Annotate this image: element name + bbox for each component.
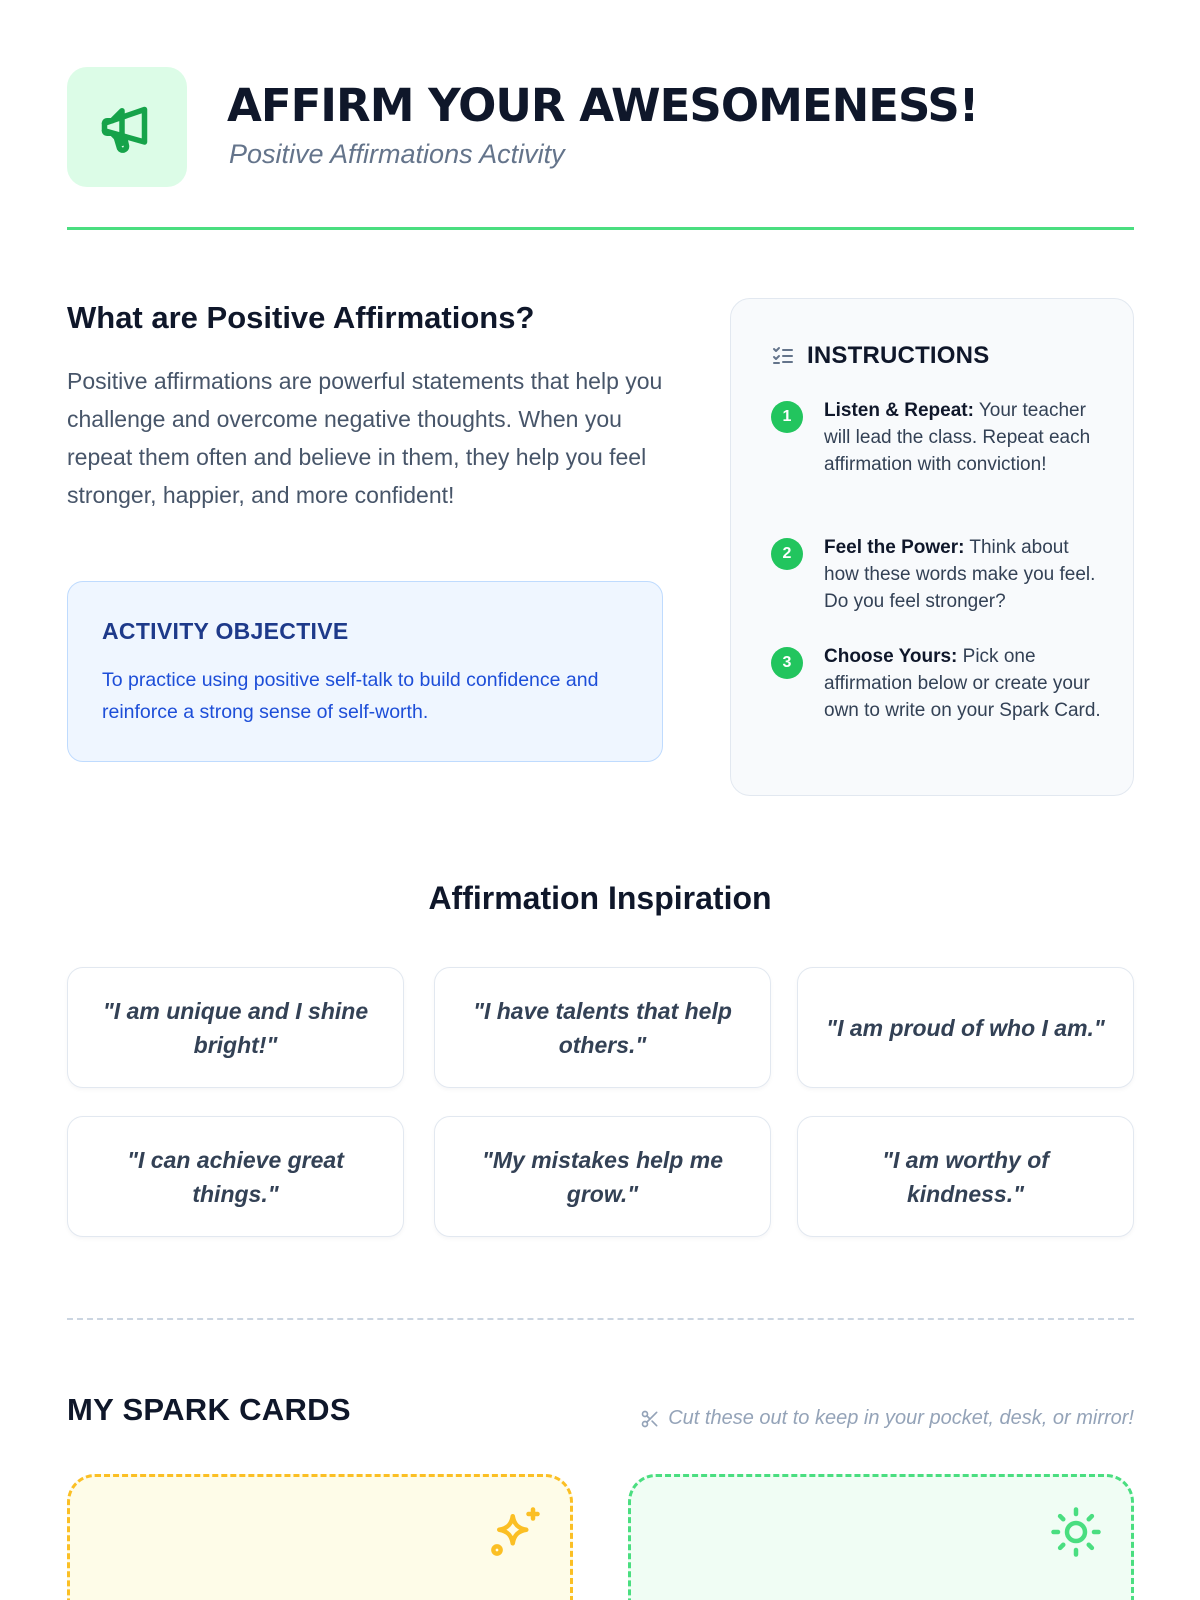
step-number-badge: 1: [771, 401, 803, 433]
page-title: AFFIRM YOUR AWESOMENESS!: [227, 79, 979, 132]
objective-text: To practice using positive self-talk to build confidence and reinforce a strong sense of self-worth.: [102, 669, 599, 723]
instructions-card: [730, 298, 1134, 796]
step-text: [824, 643, 1104, 724]
affirmation-text: "I am unique and I shine bright!": [102, 997, 369, 1058]
scissors-icon: [640, 1409, 660, 1429]
affirmation-card: [797, 967, 1134, 1088]
objective-title: ACTIVITY OBJECTIVE: [102, 618, 349, 644]
affirmation-card: [67, 1116, 404, 1237]
step-description: Your teacher will lead the class. Repeat each affirmation with conviction!: [824, 400, 1091, 475]
cut-divider: [67, 1318, 1134, 1320]
affirmation-text: "I am proud of who I am.": [826, 1014, 1105, 1041]
affirmation-text: "I can achieve great things.": [127, 1146, 344, 1207]
step-label: Listen & Repeat:: [824, 400, 974, 421]
page-header: [67, 67, 1134, 187]
cut-instruction: [640, 1407, 1134, 1430]
cut-instruction-text: Cut these out to keep in your pocket, desk, or mirror!: [668, 1407, 1134, 1429]
step-label: Feel the Power:: [824, 537, 965, 558]
inspiration-heading: Affirmation Inspiration: [428, 880, 772, 916]
header-divider: [67, 227, 1134, 230]
megaphone-icon: [97, 97, 157, 157]
step-text: [824, 534, 1104, 615]
intro-text: Positive affirmations are powerful statements that help you challenge and overcome negative thoughts. When you repeat them often and believe in them, they help you feel stronger, happier, and more confident!: [67, 368, 663, 508]
spark-card-yellow[interactable]: [67, 1474, 573, 1600]
instructions-title: INSTRUCTIONS: [807, 342, 990, 369]
page-subtitle: Positive Affirmations Activity: [229, 139, 565, 169]
sun-icon: [1049, 1505, 1103, 1559]
affirmation-text: "I have talents that help others.": [473, 997, 732, 1058]
step-number-badge: 3: [771, 647, 803, 679]
affirmation-text: "I am worthy of kindness.": [882, 1146, 1049, 1207]
instructions-header: [771, 341, 989, 371]
sparkle-icon: [488, 1505, 542, 1559]
step-text: [824, 397, 1104, 478]
checklist-icon: [771, 344, 795, 368]
logo-badge: [67, 67, 187, 187]
step-description: Pick one affirmation below or create your own to write on your Spark Card.: [824, 646, 1101, 721]
step-description: Think about how these words make you feel. Do you feel stronger?: [824, 537, 1096, 612]
step-label: Choose Yours:: [824, 646, 958, 667]
spark-card-green[interactable]: [628, 1474, 1134, 1600]
affirmation-card: [434, 1116, 771, 1237]
step-number-badge: 2: [771, 538, 803, 570]
intro-heading: What are Positive Affirmations?: [67, 300, 535, 335]
spark-cards-heading: MY SPARK CARDS: [67, 1392, 351, 1427]
objective-box: [67, 581, 663, 762]
affirmation-card: [797, 1116, 1134, 1237]
affirmation-card: [67, 967, 404, 1088]
affirmation-text: "My mistakes help me grow.": [481, 1146, 723, 1207]
affirmation-card: [434, 967, 771, 1088]
